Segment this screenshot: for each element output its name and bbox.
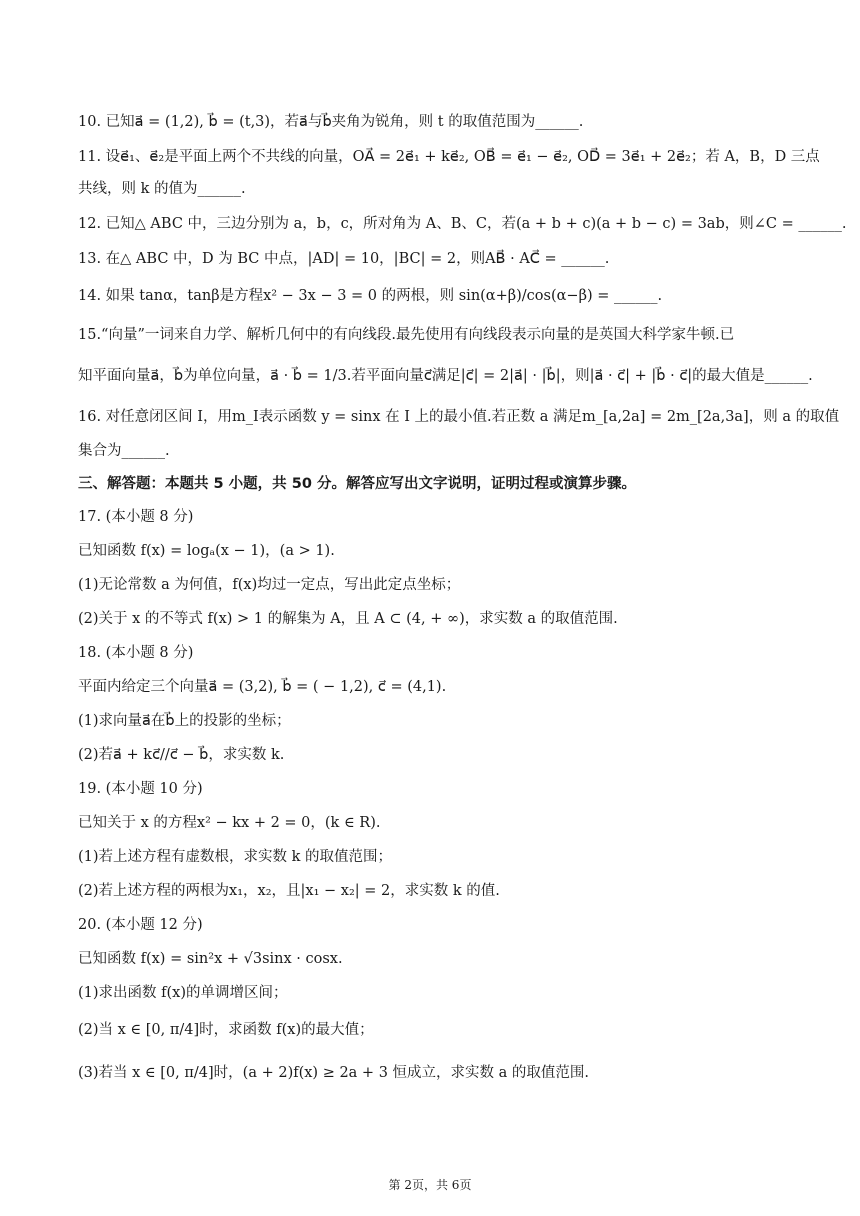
q17-part1: (1)无论常数 a 为何值，f(x)均过一定点，写出此定点坐标；	[78, 577, 461, 593]
question-16-line1: 16. 对任意闭区间 I，用m_I表示函数 y = sinx 在 I 上的最小值.若正数 a 满足m_[a,2a] = 2m_[2a,3a]，则 a 的取值	[78, 409, 840, 425]
q20-stem: 已知函数 f(x) = sin²x + √3sinx · cosx.	[78, 951, 343, 967]
q18-stem: 平面内给定三个向量a⃗ = (3,2), b⃗ = ( − 1,2), c⃗ = (4,1).	[78, 679, 447, 695]
q19-heading: 19. (本小题 10 分)	[78, 781, 203, 797]
question-10: 10. 已知a⃗ = (1,2), b⃗ = (t,3)，若a⃗与b⃗夹角为锐角，则 t 的取值范围为______.	[78, 114, 584, 130]
question-15-line1: 15.“向量”一词来自力学、解析几何中的有向线段.最先使用有向线段表示向量的是英国大科学家牛顿.已	[78, 327, 735, 343]
page-footer: 第 2页，共 6页	[388, 1178, 472, 1192]
question-14: 14. 如果 tanα，tanβ是方程x² − 3x − 3 = 0 的两根，则 sin(α+β)/cos(α−β) = ______.	[78, 288, 663, 304]
question-11-line2: 共线，则 k 的值为______.	[78, 181, 246, 197]
q17-stem: 已知函数 f(x) = logₐ(x − 1)，(a > 1).	[78, 543, 335, 559]
question-15-line2: 知平面向量a⃗，b⃗为单位向量，a⃗ · b⃗ = 1/3.若平面向量c⃗满足|c⃗| = 2|a⃗| · |b⃗|，则|a⃗ · c⃗| + |b⃗ · c⃗|的最大值是______.	[78, 368, 813, 384]
q19-stem: 已知关于 x 的方程x² − kx + 2 = 0，(k ∈ R).	[78, 815, 381, 831]
question-13: 13. 在△ ABC 中，D 为 BC 中点，|AD| = 10，|BC| = 2，则AB⃗ · AC⃗ = ______.	[78, 251, 610, 267]
question-12: 12. 已知△ ABC 中，三边分别为 a，b，c，所对角为 A、B、C，若(a + b + c)(a + b − c) = 3ab，则∠C = ______.	[78, 216, 847, 232]
q20-part3: (3)若当 x ∈ [0, π/4]时，(a + 2)f(x) ≥ 2a + 3 恒成立，求实数 a 的取值范围.	[78, 1065, 589, 1081]
q17-part2: (2)关于 x 的不等式 f(x) > 1 的解集为 A，且 A ⊂ (4, + ∞)，求实数 a 的取值范围.	[78, 611, 618, 627]
q18-part2: (2)若a⃗ + kc⃗//c⃗ − b⃗，求实数 k.	[78, 747, 285, 763]
q20-part1: (1)求出函数 f(x)的单调增区间；	[78, 985, 288, 1001]
q17-heading: 17. (本小题 8 分)	[78, 509, 194, 525]
q18-part1: (1)求向量a⃗在b⃗上的投影的坐标；	[78, 713, 291, 729]
q18-heading: 18. (本小题 8 分)	[78, 645, 194, 661]
q19-part2: (2)若上述方程的两根为x₁，x₂，且|x₁ − x₂| = 2，求实数 k 的值.	[78, 883, 500, 899]
question-16-line2: 集合为______.	[78, 443, 170, 459]
q20-heading: 20. (本小题 12 分)	[78, 917, 203, 933]
q19-part1: (1)若上述方程有虚数根，求实数 k 的取值范围；	[78, 849, 393, 865]
q20-part2: (2)当 x ∈ [0, π/4]时，求函数 f(x)的最大值；	[78, 1022, 374, 1038]
question-11-line1: 11. 设e⃗₁、e⃗₂是平面上两个不共线的向量，OA⃗ = 2e⃗₁ + ke⃗₂, OB⃗ = e⃗₁ − e⃗₂, OD⃗ = 3e⃗₁ + 2e⃗₂；若 A，B，D 三点	[78, 149, 820, 165]
section-heading: 三、解答题：本题共 5 小题，共 50 分。解答应写出文字说明，证明过程或演算步骤。	[78, 476, 636, 492]
